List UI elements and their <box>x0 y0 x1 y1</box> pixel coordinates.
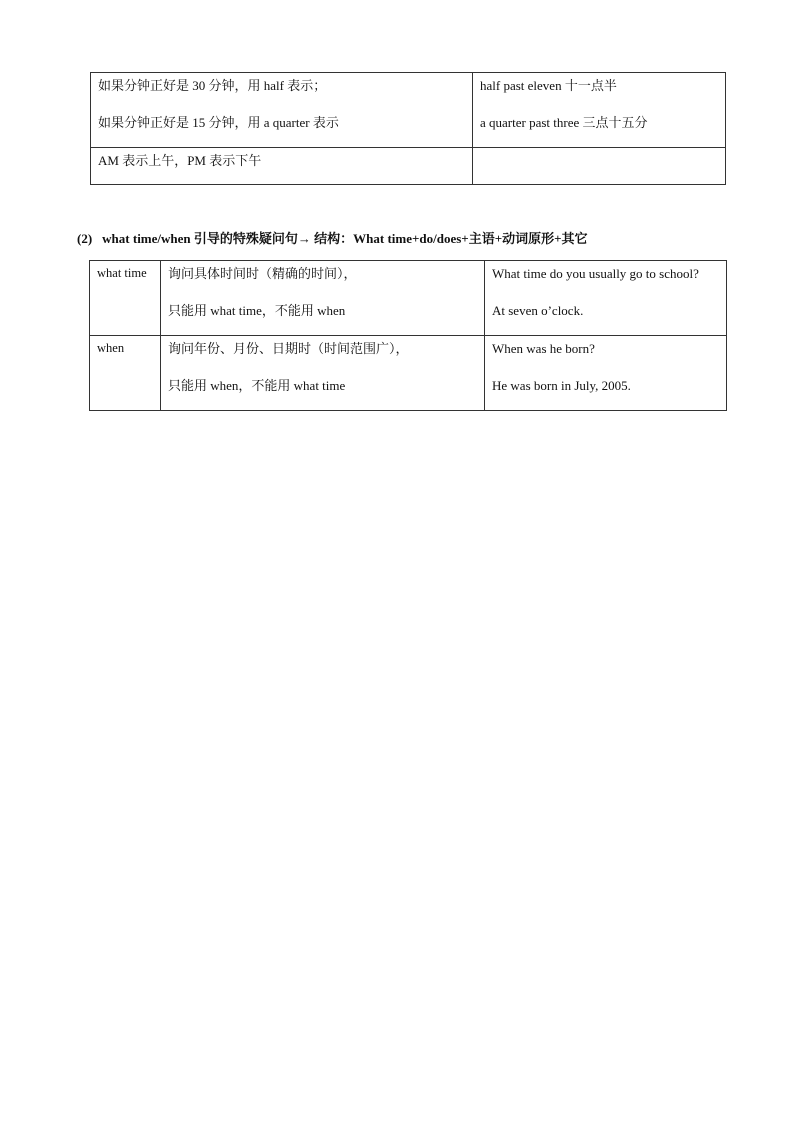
section-heading <box>77 228 588 247</box>
usage-text: 只能用 when，不能用 what time <box>168 378 346 393</box>
rule-cell <box>91 73 473 148</box>
example-cell-empty <box>473 148 726 185</box>
rule-text: AM 表示上午，PM 表示下午 <box>98 153 262 168</box>
rule-text: 如果分钟正好是 15 分钟，用 a quarter 表示 <box>98 115 339 130</box>
rule-cell <box>91 148 473 185</box>
example-text: What time do you usually go to school? <box>492 266 699 281</box>
usage-text: 询问年份、月份、日期时（时间范围广）， <box>168 341 409 356</box>
usage-text: 只能用 what time，不能用 when <box>168 303 346 318</box>
usage-text: 询问具体时间时（精确的时间）， <box>168 266 357 281</box>
time-expression-table <box>90 72 726 185</box>
example-text: When was he born? <box>492 341 595 356</box>
example-text: half past eleven 十一点半 <box>480 78 617 93</box>
question-word-cell <box>90 336 161 411</box>
example-text: He was born in July, 2005. <box>492 378 631 393</box>
example-text: At seven o’clock. <box>492 303 584 318</box>
table-row <box>91 73 726 148</box>
example-cell <box>473 73 726 148</box>
section-number: (2) <box>77 231 93 246</box>
example-cell <box>485 261 727 336</box>
example-cell <box>485 336 727 411</box>
table-row <box>90 261 727 336</box>
usage-cell <box>161 261 485 336</box>
usage-cell <box>161 336 485 411</box>
question-word: when <box>97 341 125 355</box>
question-word-cell <box>90 261 161 336</box>
rule-text: 如果分钟正好是 30 分钟，用 half 表示； <box>98 78 327 93</box>
table-row <box>90 336 727 411</box>
section-title: what time/when 引导的特殊疑问句→ 结构：What time+do/does+主语+动词原形+其它 <box>102 231 588 246</box>
question-word-table <box>89 260 727 411</box>
question-word: what time <box>97 266 147 280</box>
example-text: a quarter past three 三点十五分 <box>480 115 648 130</box>
table-row <box>91 148 726 185</box>
